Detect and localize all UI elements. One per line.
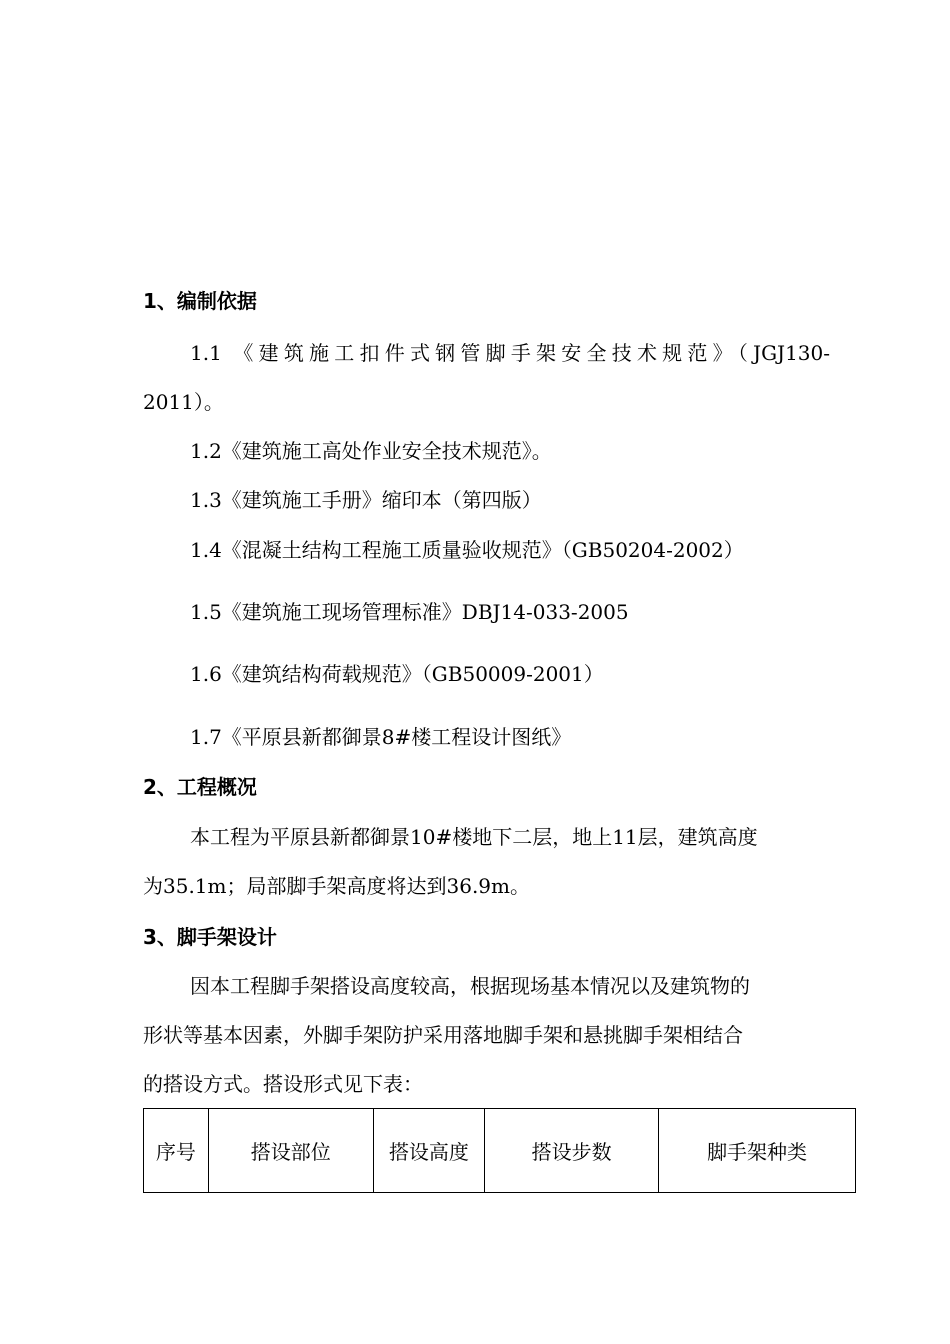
header-cell-location: 搭设部位 xyxy=(208,1109,373,1193)
header-cell-index: 序号 xyxy=(144,1109,209,1193)
reference-1-5: 1.5《建筑施工现场管理标准》DBJ14-033-2005 xyxy=(190,600,629,624)
header-cell-type: 脚手架种类 xyxy=(659,1109,856,1193)
overview-paragraph-line-2: 为35.1m；局部脚手架高度将达到36.9m。 xyxy=(143,874,530,898)
header-cell-steps: 搭设步数 xyxy=(485,1109,659,1193)
scaffold-spec-table xyxy=(143,1108,856,1193)
reference-1-4: 1.4《混凝土结构工程施工质量验收规范》（GB50204-2002） xyxy=(190,538,744,562)
design-paragraph-line-2: 形状等基本因素，外脚手架防护采用落地脚手架和悬挑脚手架相结合 xyxy=(143,1023,743,1047)
reference-1-3: 1.3《建筑施工手册》缩印本（第四版） xyxy=(190,488,542,512)
reference-1-2: 1.2《建筑施工高处作业安全技术规范》。 xyxy=(190,439,552,463)
design-paragraph-line-1: 因本工程脚手架搭设高度较高，根据现场基本情况以及建筑物的 xyxy=(190,974,750,998)
section-1-heading: 1、编制依据 xyxy=(143,289,257,313)
section-3-heading: 3、脚手架设计 xyxy=(143,925,277,949)
reference-1-6: 1.6《建筑结构荷载规范》（GB50009-2001） xyxy=(190,662,604,686)
table-header-row xyxy=(144,1109,856,1193)
design-paragraph-line-3: 的搭设方式。搭设形式见下表： xyxy=(143,1072,423,1096)
section-2-heading: 2、工程概况 xyxy=(143,775,257,799)
reference-1-7: 1.7《平原县新都御景8#楼工程设计图纸》 xyxy=(190,725,572,749)
reference-1-1-line-1: 1.1 《建筑施工扣件式钢管脚手架安全技术规范》（JGJ130- xyxy=(190,341,830,365)
reference-1-1-line-2: 2011）。 xyxy=(143,390,224,414)
overview-paragraph-line-1: 本工程为平原县新都御景10#楼地下二层，地上11层，建筑高度 xyxy=(190,825,758,849)
header-cell-height: 搭设高度 xyxy=(373,1109,484,1193)
